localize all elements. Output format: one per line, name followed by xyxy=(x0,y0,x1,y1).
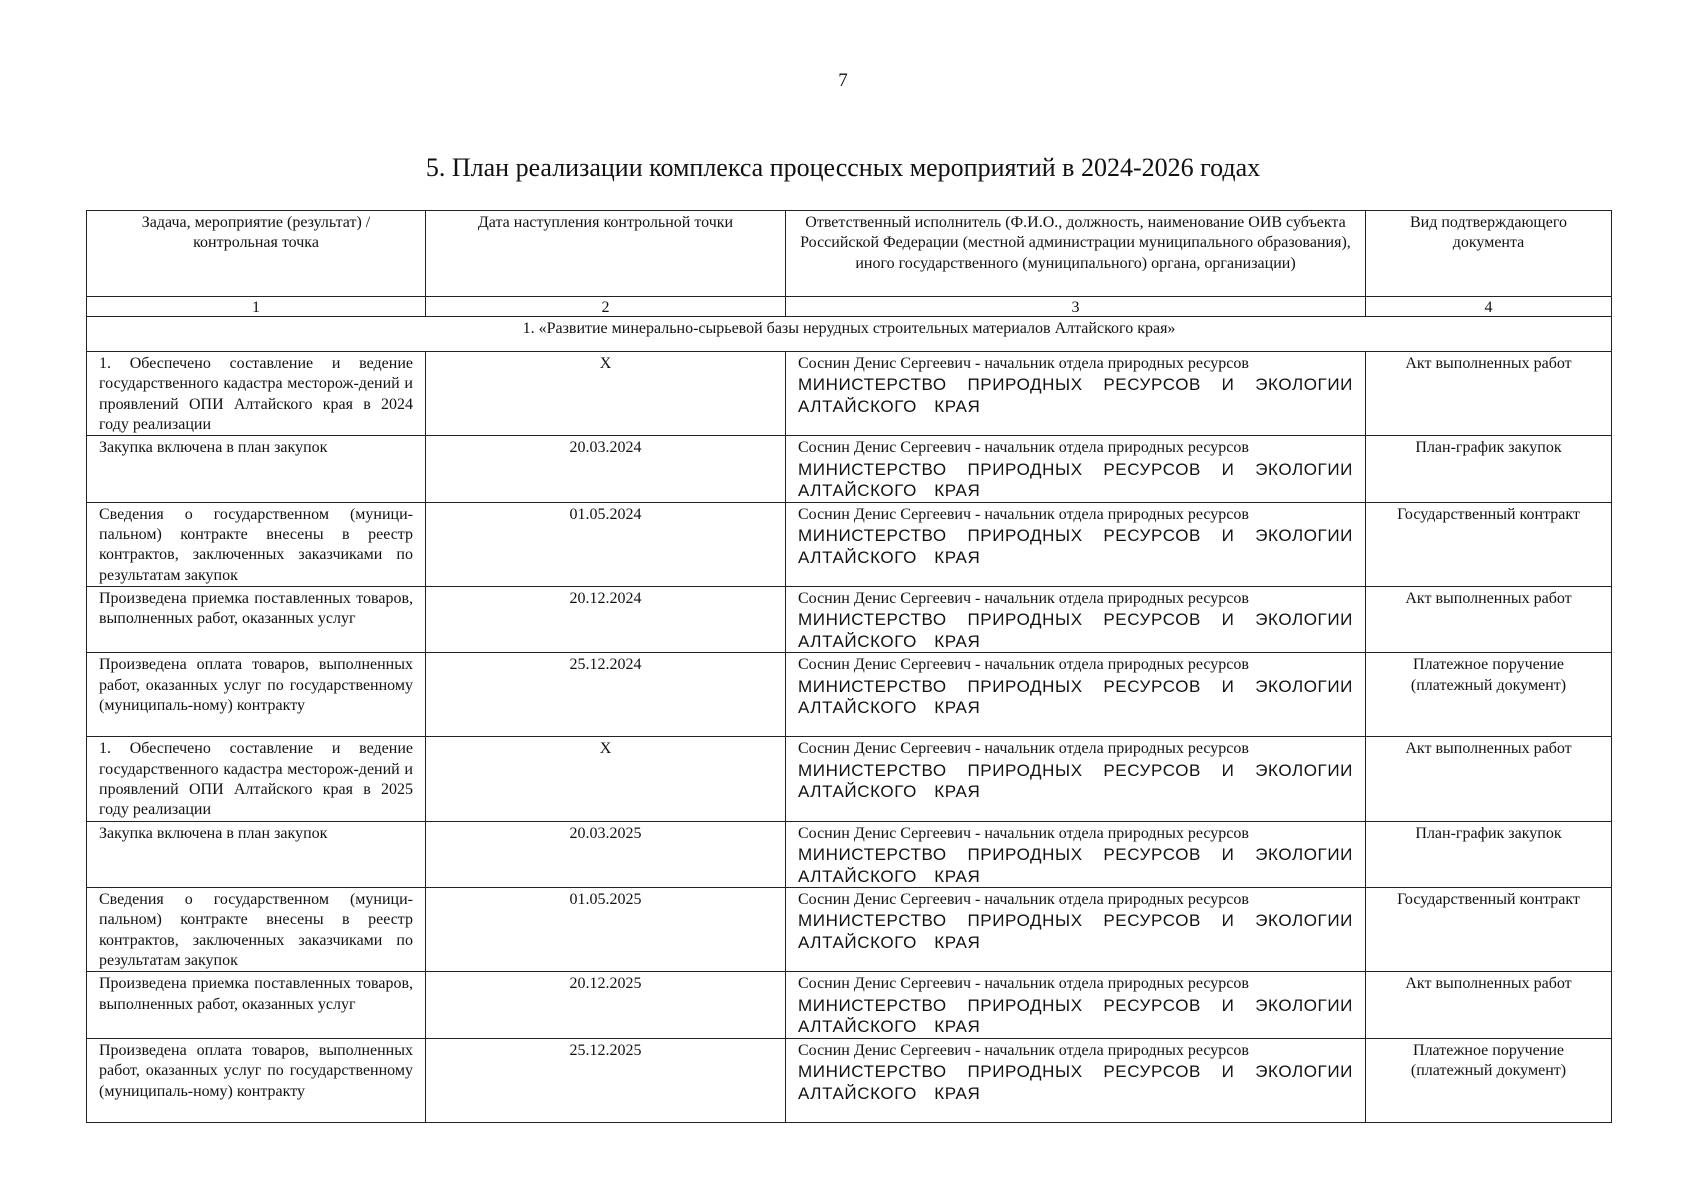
document-cell: План-график закупок xyxy=(1366,436,1612,502)
responsible-cell xyxy=(786,436,1366,502)
document-cell: Государственный контракт xyxy=(1366,888,1612,972)
responsible-cell xyxy=(786,888,1366,972)
table-row xyxy=(87,972,1612,1038)
responsible-cell xyxy=(786,586,1366,652)
responsible-cell xyxy=(786,1038,1366,1122)
document-cell: План-график закупок xyxy=(1366,821,1612,887)
date-cell: 25.12.2025 xyxy=(426,1038,786,1122)
column-number: 2 xyxy=(426,297,786,317)
responsible-cell xyxy=(786,352,1366,436)
task-cell: Произведена приемка поставленных товаров, выполненных работ, оказанных услуг xyxy=(87,586,426,652)
table-row xyxy=(87,888,1612,972)
document-cell: Государственный контракт xyxy=(1366,502,1612,586)
date-cell: 01.05.2024 xyxy=(426,502,786,586)
document-cell: Акт выполненных работ xyxy=(1366,737,1612,821)
header-document: Вид подтверждающего документа xyxy=(1366,211,1612,297)
table-row xyxy=(87,653,1612,737)
table-row xyxy=(87,436,1612,502)
date-cell: 01.05.2025 xyxy=(426,888,786,972)
responsible-person: Соснин Денис Сергеевич - начальник отдела природных ресурсов xyxy=(798,656,1249,674)
responsible-person: Соснин Денис Сергеевич - начальник отдела природных ресурсов xyxy=(798,589,1249,607)
table-row xyxy=(87,1038,1612,1122)
date-cell: 25.12.2024 xyxy=(426,653,786,737)
responsible-org: МИНИСТЕРСТВО ПРИРОДНЫХ РЕСУРСОВ И ЭКОЛОГИИ АЛТАЙСКОГО КРАЯ xyxy=(798,760,1353,802)
task-cell: Произведена оплата товаров, выполненных работ, оказанных услуг по государственному (муниципаль-ному) контракту xyxy=(87,653,426,737)
header-responsible: Ответственный исполнитель (Ф.И.О., должность, наименование ОИВ субъекта Российской Федерации (местной администрации муниципального образования), иного государственного (муниципального) органа, организации) xyxy=(786,211,1366,297)
column-number: 4 xyxy=(1366,297,1612,317)
document-cell: Платежное поручение (платежный документ) xyxy=(1366,653,1612,737)
responsible-org: МИНИСТЕРСТВО ПРИРОДНЫХ РЕСУРСОВ И ЭКОЛОГИИ АЛТАЙСКОГО КРАЯ xyxy=(798,911,1353,953)
header-date: Дата наступления контрольной точки xyxy=(426,211,786,297)
section-row xyxy=(87,317,1612,352)
section-title: 1. «Развитие минерально-сырьевой базы нерудных строительных материалов Алтайского края» xyxy=(87,317,1612,352)
task-cell: Закупка включена в план закупок xyxy=(87,436,426,502)
task-cell: 1. Обеспечено составление и ведение государственного кадастра месторож-дений и проявлений ОПИ Алтайского края в 2024 году реализации xyxy=(87,352,426,436)
header-task: Задача, мероприятие (результат) / контрольная точка xyxy=(87,211,426,297)
task-cell: 1. Обеспечено составление и ведение государственного кадастра месторож-дений и проявлений ОПИ Алтайского края в 2025 году реализации xyxy=(87,737,426,821)
responsible-person: Соснин Денис Сергеевич - начальник отдела природных ресурсов xyxy=(798,439,1249,457)
responsible-org: МИНИСТЕРСТВО ПРИРОДНЫХ РЕСУРСОВ И ЭКОЛОГИИ АЛТАЙСКОГО КРАЯ xyxy=(798,375,1353,416)
responsible-org: МИНИСТЕРСТВО ПРИРОДНЫХ РЕСУРСОВ И ЭКОЛОГИИ АЛТАЙСКОГО КРАЯ xyxy=(798,995,1353,1037)
responsible-cell xyxy=(786,972,1366,1038)
task-cell: Закупка включена в план закупок xyxy=(87,821,426,887)
table-row xyxy=(87,821,1612,887)
column-number-row xyxy=(87,297,1612,317)
date-cell: X xyxy=(426,737,786,821)
responsible-cell xyxy=(786,502,1366,586)
responsible-person: Соснин Денис Сергеевич - начальник отдела природных ресурсов xyxy=(798,975,1249,993)
document-cell: Акт выполненных работ xyxy=(1366,586,1612,652)
responsible-org: МИНИСТЕРСТВО ПРИРОДНЫХ РЕСУРСОВ И ЭКОЛОГИИ АЛТАЙСКОГО КРАЯ xyxy=(798,676,1353,718)
task-cell: Сведения о государственном (муници-пальном) контракте внесены в реестр контрактов, заключенных заказчиками по результатам закупок xyxy=(87,502,426,586)
implementation-plan-table xyxy=(86,210,1612,1123)
document-cell: Платежное поручение (платежный документ) xyxy=(1366,1038,1612,1122)
responsible-cell xyxy=(786,737,1366,821)
column-number: 3 xyxy=(786,297,1366,317)
table-header-row xyxy=(87,211,1612,297)
responsible-org: МИНИСТЕРСТВО ПРИРОДНЫХ РЕСУРСОВ И ЭКОЛОГИИ АЛТАЙСКОГО КРАЯ xyxy=(798,845,1353,886)
document-title: 5. План реализации комплекса процессных мероприятий в 2024-2026 годах xyxy=(425,153,1261,182)
table-row xyxy=(87,737,1612,821)
responsible-person: Соснин Денис Сергеевич - начальник отдела природных ресурсов xyxy=(798,824,1249,842)
responsible-person: Соснин Денис Сергеевич - начальник отдела природных ресурсов xyxy=(798,1041,1249,1059)
page-number: 7 xyxy=(838,70,848,91)
table-row xyxy=(87,586,1612,652)
document-cell: Акт выполненных работ xyxy=(1366,352,1612,436)
responsible-person: Соснин Денис Сергеевич - начальник отдела природных ресурсов xyxy=(798,891,1249,909)
column-number: 1 xyxy=(87,297,426,317)
date-cell: 20.03.2024 xyxy=(426,436,786,502)
responsible-person: Соснин Денис Сергеевич - начальник отдела природных ресурсов xyxy=(798,505,1249,523)
date-cell: X xyxy=(426,352,786,436)
responsible-cell xyxy=(786,653,1366,737)
task-cell: Произведена оплата товаров, выполненных работ, оказанных услуг по государственному (муниципаль-ному) контракту xyxy=(87,1038,426,1122)
document-cell: Акт выполненных работ xyxy=(1366,972,1612,1038)
responsible-org: МИНИСТЕРСТВО ПРИРОДНЫХ РЕСУРСОВ И ЭКОЛОГИИ АЛТАЙСКОГО КРАЯ xyxy=(798,526,1353,567)
task-cell: Произведена приемка поставленных товаров, выполненных работ, оказанных услуг xyxy=(87,972,426,1038)
responsible-person: Соснин Денис Сергеевич - начальник отдела природных ресурсов xyxy=(798,740,1249,758)
task-cell: Сведения о государственном (муници-пальном) контракте внесены в реестр контрактов, заключенных заказчиками по результатам закупок xyxy=(87,888,426,972)
responsible-org: МИНИСТЕРСТВО ПРИРОДНЫХ РЕСУРСОВ И ЭКОЛОГИИ АЛТАЙСКОГО КРАЯ xyxy=(798,610,1353,651)
date-cell: 20.12.2024 xyxy=(426,586,786,652)
table-row xyxy=(87,352,1612,436)
date-cell: 20.12.2025 xyxy=(426,972,786,1038)
responsible-org: МИНИСТЕРСТВО ПРИРОДНЫХ РЕСУРСОВ И ЭКОЛОГИИ АЛТАЙСКОГО КРАЯ xyxy=(798,459,1353,501)
responsible-person: Соснин Денис Сергеевич - начальник отдела природных ресурсов xyxy=(798,355,1249,372)
responsible-org: МИНИСТЕРСТВО ПРИРОДНЫХ РЕСУРСОВ И ЭКОЛОГИИ АЛТАЙСКОГО КРАЯ xyxy=(798,1062,1353,1103)
date-cell: 20.03.2025 xyxy=(426,821,786,887)
responsible-cell xyxy=(786,821,1366,887)
table-row xyxy=(87,502,1612,586)
